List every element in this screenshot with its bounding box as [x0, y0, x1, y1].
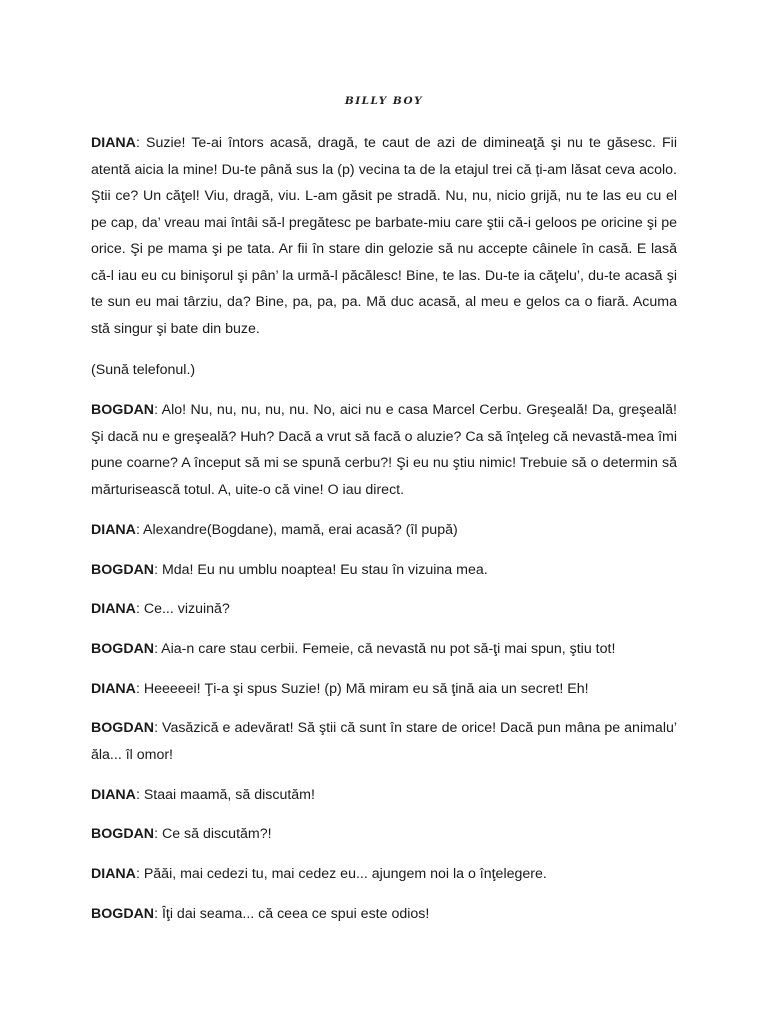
dialogue-paragraph: BOGDAN: Îţi dai seama... că ceea ce spui este odios! — [91, 906, 430, 922]
dialogue-text: Suzie! Te-ai întors acasă, dragă, te caut de azi de dimineaţă şi nu te găsesc. Fii atentă aicia la mine! Du-te până sus la (p) vecina ta de la etajul trei că ți-am lăsat ceva acolo. Ştii ce? Un căţel! Viu, dragă, viu. L-am găsit pe stradă. Nu, nu, nicio grijă, nu te las eu cu el pe cap, da’ vreau mai întâi să-l pregătesc pe barbate-miu care ştii că-i geloos pe oricine şi pe orice. Şi pe mama şi pe tata. Ar fii în stare din gelozie să nu accepte câinele în casă. E lasă că-l iau eu cu binişorul şi pân’ la urmă-l păcălesc! Bine, te las. Du-te ia căţelu’, du-te acasă şi te sun eu mai târziu, da? Bine, pa, pa, pa. Mă duc acasă, al meu e gelos ca o fiară. Acuma stă singur şi bate din buze. — [91, 135, 677, 337]
speaker-name: BOGDAN — [91, 562, 155, 578]
dialogue-text: Păăi, mai cedezi tu, mai cedez eu... ajungem noi la o înţelegere. — [143, 866, 547, 882]
document-title: BILLY BOY — [344, 95, 424, 107]
speaker-name: BOGDAN — [91, 720, 155, 736]
speaker-name: BOGDAN — [91, 641, 155, 657]
speaker-name: DIANA — [91, 522, 136, 538]
dialogue-paragraph: DIANA: Staai maamă, să discutăm! — [91, 787, 315, 803]
dialogue-text: Îţi dai seama... că ceea ce spui este odios! — [161, 906, 430, 922]
dialogue-paragraph: BOGDAN: Alo! Nu, nu, nu, nu, nu. No, aici nu e casa Marcel Cerbu. Greşeală! Da, greşeală! Şi dacă nu e greşeală? Huh? Dacă a vrut să facă o aluzie? Ca să înţeleg că nevastă-mea îmi pune coarne? A început să mi se spună cerbu?! Şi eu nu ştiu nimic! Trebuie să o determin să mărturisească totul. A, uite-o că vine! O iau direct. — [91, 402, 677, 498]
dialogue-text: Staai maamă, să discutăm! — [143, 787, 315, 803]
dialogue-paragraph: BOGDAN: Aia-n care stau cerbii. Femeie, că nevastă nu pot să-ţi mai spun, ştiu tot! — [91, 641, 616, 657]
dialogue-paragraph: DIANA: Heeeeei! Ţi-a şi spus Suzie! (p) Mă miram eu să ţină aia un secret! Eh! — [91, 681, 589, 697]
dialogue-paragraph: BOGDAN: Vasăzică e adevărat! Să ştii că sunt în stare de orice! Dacă pun mâna pe animalu’ ăla... îl omor! — [91, 720, 678, 763]
dialogue-paragraph: DIANA: Suzie! Te-ai întors acasă, dragă, te caut de azi de dimineaţă şi nu te găsesc. Fii atentă aicia la mine! Du-te până sus la (p) vecina ta de la etajul trei că ți-am lăsat ceva acolo. Ştii ce? Un căţel! Viu, dragă, viu. L-am găsit pe stradă. Nu, nu, nicio grijă, nu te las eu cu el pe cap, da’ vreau mai întâi să-l pregătesc pe barbate-miu care ştii că-i geloos pe oricine şi pe orice. Şi pe mama şi pe tata. Ar fii în stare din gelozie să nu accepte câinele în casă. E lasă că-l iau eu cu binişorul şi pân’ la urmă-l păcălesc! Bine, te las. Du-te ia căţelu’, du-te acasă şi te sun eu mai târziu, da? Bine, pa, pa, pa. Mă duc acasă, al meu e gelos ca o fiară. Acuma stă singur şi bate din buze. — [91, 135, 677, 337]
dialogue-text: Mda! Eu nu umblu noaptea! Eu stau în vizuina mea. — [161, 562, 488, 578]
speaker-name: BOGDAN — [91, 826, 155, 842]
speaker-name: DIANA — [91, 681, 136, 697]
dialogue-paragraph: DIANA: Alexandre(Bogdane), mamă, erai acasă? (îl pupă) — [91, 522, 458, 538]
dialogue-text: Alexandre(Bogdane), mamă, erai acasă? (îl pupă) — [143, 522, 458, 538]
dialogue-paragraph: BOGDAN: Mda! Eu nu umblu noaptea! Eu stau în vizuina mea. — [91, 562, 488, 578]
dialogue-text: Heeeeei! Ţi-a şi spus Suzie! (p) Mă miram eu să ţină aia un secret! Eh! — [143, 681, 589, 697]
dialogue-text: Aia-n care stau cerbii. Femeie, că nevastă nu pot să-ţi mai spun, ştiu tot! — [161, 641, 616, 657]
dialogue-paragraph: DIANA: Ce... vizuină? — [91, 601, 230, 617]
dialogue-text: Ce... vizuină? — [143, 601, 230, 617]
speaker-name: DIANA — [91, 787, 136, 803]
stage-direction — [91, 357, 677, 384]
stage-direction-text: (Sună telefonul.) — [91, 362, 196, 378]
speaker-name: DIANA — [91, 866, 136, 882]
dialogue-text: Vasăzică e adevărat! Să ştii că sunt în stare de orice! Dacă pun mâna pe animalu’ ăla... îl omor! — [91, 720, 678, 763]
speaker-name: BOGDAN — [91, 906, 155, 922]
dialogue-text: Alo! Nu, nu, nu, nu, nu. No, aici nu e casa Marcel Cerbu. Greşeală! Da, greşeală! Şi dacă nu e greşeală? Huh? Dacă a vrut să facă o aluzie? Ca să înţeleg că nevastă-mea îmi pune coarne? A început să mi se spună cerbu?! Şi eu nu ştiu nimic! Trebuie să o determin să mărturisească totul. A, uite-o că vine! O iau direct. — [91, 402, 677, 498]
speaker-name: BOGDAN — [91, 402, 155, 418]
speaker-name: DIANA — [91, 135, 136, 151]
speaker-name: DIANA — [91, 601, 136, 617]
dialogue-paragraph: DIANA: Păăi, mai cedezi tu, mai cedez eu... ajungem noi la o înţelegere. — [91, 866, 547, 882]
dialogue-paragraph: BOGDAN: Ce să discutăm?! — [91, 826, 272, 842]
dialogue-text: Ce să discutăm?! — [161, 826, 272, 842]
